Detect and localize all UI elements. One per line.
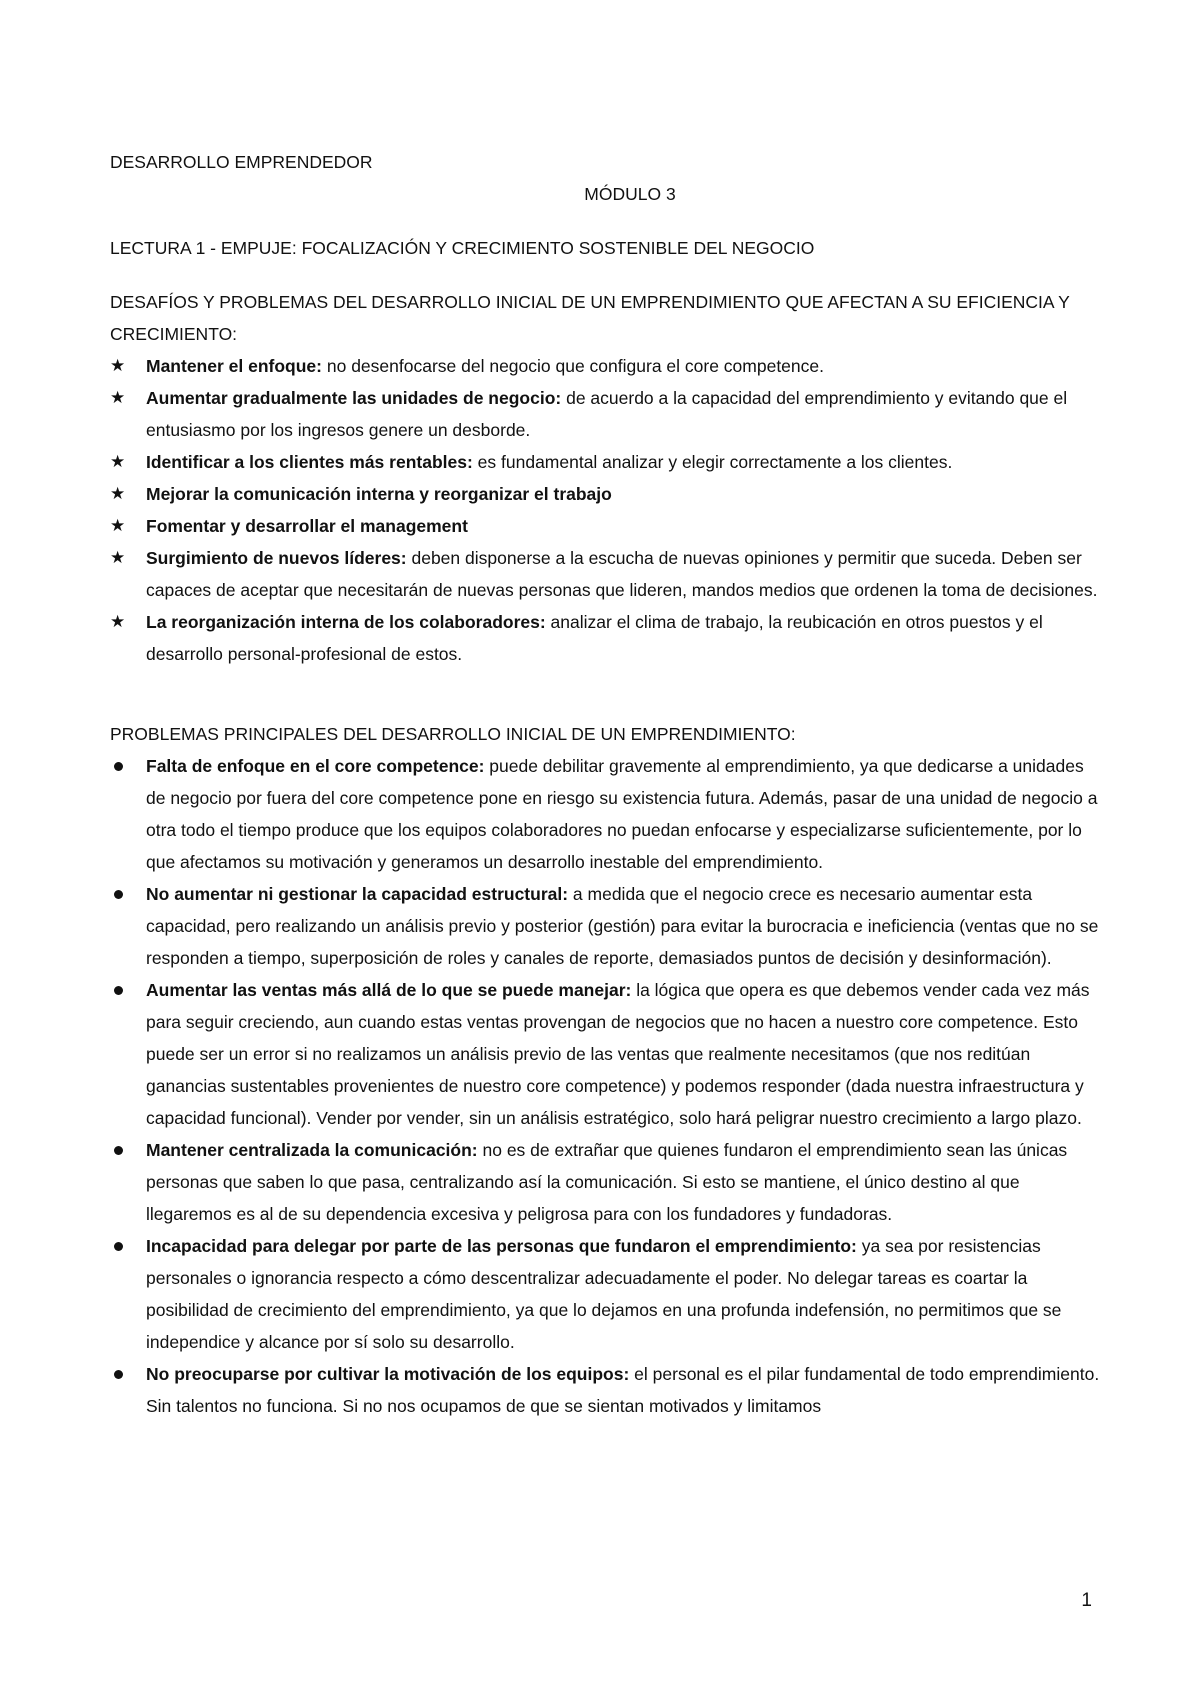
dot-icon xyxy=(114,1242,123,1251)
list-item xyxy=(110,382,1100,446)
item-text: a medida que el negocio crece es necesario aumentar esta capacidad, pero realizando un análisis previo y posterior (gestión) para evitar la burocracia e ineficiencia (ventas que no se responden a tiempo, superposición de roles y canales de reporte, demasiados puntos de decisión y desinformación). xyxy=(146,884,1099,968)
item-term: No aumentar ni gestionar la capacidad estructural: xyxy=(146,884,569,904)
list-item xyxy=(110,350,1100,382)
document-title: DESARROLLO EMPRENDEDOR xyxy=(110,152,373,172)
list-item xyxy=(110,1134,1100,1230)
list-item xyxy=(110,606,1100,670)
item-term: Surgimiento de nuevos líderes: xyxy=(146,548,407,568)
list-item xyxy=(110,446,1100,478)
item-term: Mantener centralizada la comunicación: xyxy=(146,1140,478,1160)
list-item xyxy=(110,510,1100,542)
section-heading-challenges: DESAFÍOS Y PROBLEMAS DEL DESARROLLO INICIAL DE UN EMPRENDIMIENTO QUE AFECTAN A SU EFICIENCIA Y CRECIMIENTO: xyxy=(110,292,1070,344)
star-icon: ★ xyxy=(110,548,126,567)
item-term: Fomentar y desarrollar el management xyxy=(146,516,468,536)
item-text: ya sea por resistencias personales o ignorancia respecto a cómo descentralizar adecuadamente el poder. No delegar tareas es coartar la posibilidad de crecimiento del emprendimiento, ya que lo dejamos en una profunda indefensión, no permitimos que se independice y alcance por sí solo su desarrollo. xyxy=(146,1236,1062,1352)
item-text: no desenfocarse del negocio que configura el core competence. xyxy=(322,356,824,376)
list-item xyxy=(110,1230,1100,1358)
dot-icon xyxy=(114,1146,123,1155)
reading-title: LECTURA 1 - EMPUJE: FOCALIZACIÓN Y CRECIMIENTO SOSTENIBLE DEL NEGOCIO xyxy=(110,238,815,258)
module-title: MÓDULO 3 xyxy=(584,184,676,204)
list-item xyxy=(110,478,1100,510)
item-term: Aumentar gradualmente las unidades de negocio: xyxy=(146,388,562,408)
item-text: no es de extrañar que quienes fundaron el emprendimiento sean las únicas personas que saben lo que pasa, centralizando así la comunicación. Si esto se mantiene, el único destino al que llegaremos es al de su dependencia excesiva y peligrosa para con los fundadores y fundadoras. xyxy=(146,1140,1068,1224)
dot-icon xyxy=(114,890,123,899)
problems-list xyxy=(110,750,1100,1422)
item-text: el personal es el pilar fundamental de todo emprendimiento. Sin talentos no funciona. Si no nos ocupamos de que se sientan motivados y limitamos xyxy=(146,1364,1100,1416)
list-item xyxy=(110,542,1100,606)
item-term: Aumentar las ventas más allá de lo que se puede manejar: xyxy=(146,980,632,1000)
item-term: No preocuparse por cultivar la motivación de los equipos: xyxy=(146,1364,630,1384)
item-text: es fundamental analizar y elegir correctamente a los clientes. xyxy=(472,452,953,472)
item-term: La reorganización interna de los colaboradores: xyxy=(146,612,546,632)
list-item xyxy=(110,878,1100,974)
item-term: Incapacidad para delegar por parte de las personas que fundaron el emprendimiento: xyxy=(146,1236,857,1256)
item-term: Mantener el enfoque: xyxy=(146,356,322,376)
star-icon: ★ xyxy=(110,612,126,631)
item-text: de acuerdo a la capacidad del emprendimiento y evitando que el entusiasmo por los ingresos genere un desborde. xyxy=(146,388,1068,440)
dot-icon xyxy=(114,1370,123,1379)
star-icon: ★ xyxy=(110,484,126,503)
page-number: 1 xyxy=(1081,1590,1092,1611)
item-term: Identificar a los clientes más rentables: xyxy=(146,452,473,472)
item-term: Falta de enfoque en el core competence: xyxy=(146,756,485,776)
dot-icon xyxy=(114,986,123,995)
item-text: deben disponerse a la escucha de nuevas opiniones y permitir que suceda. Deben ser capaces de aceptar que necesitarán de nuevas personas que lideren, mandos medios que ordenen la toma de decisiones. xyxy=(146,548,1098,600)
star-icon: ★ xyxy=(110,516,126,535)
item-text: la lógica que opera es que debemos vender cada vez más para seguir creciendo, aun cuando estas ventas provengan de negocios que no hacen a nuestro core competence. Esto puede ser un error si no realizamos un análisis previo de las ventas que realmente necesitamos (que nos reditúan ganancias sustentables provenientes de nuestro core competence) y podemos responder (dada nuestra infraestructura y capacidad funcional). Vender por vender, sin un análisis estratégico, solo hará peligrar nuestro crecimiento a largo plazo. xyxy=(146,980,1090,1128)
star-icon: ★ xyxy=(110,356,126,375)
item-text: analizar el clima de trabajo, la reubicación en otros puestos y el desarrollo personal-profesional de estos. xyxy=(146,612,1043,664)
challenges-list xyxy=(110,350,1100,670)
item-term: Mejorar la comunicación interna y reorganizar el trabajo xyxy=(146,484,612,504)
list-item xyxy=(110,974,1100,1134)
list-item xyxy=(110,750,1100,878)
section-heading-problems: PROBLEMAS PRINCIPALES DEL DESARROLLO INICIAL DE UN EMPRENDIMIENTO: xyxy=(110,724,796,744)
item-text: puede debilitar gravemente al emprendimiento, ya que dedicarse a unidades de negocio por fuera del core competence pone en riesgo su existencia futura. Además, pasar de una unidad de negocio a otra todo el tiempo produce que los equipos colaboradores no puedan enfocarse y especializarse suficientemente, por lo que afectamos su motivación y generamos un desarrollo inestable del emprendimiento. xyxy=(146,756,1098,872)
star-icon: ★ xyxy=(110,388,126,407)
list-item xyxy=(110,1358,1100,1422)
star-icon: ★ xyxy=(110,452,126,471)
dot-icon xyxy=(114,762,123,771)
